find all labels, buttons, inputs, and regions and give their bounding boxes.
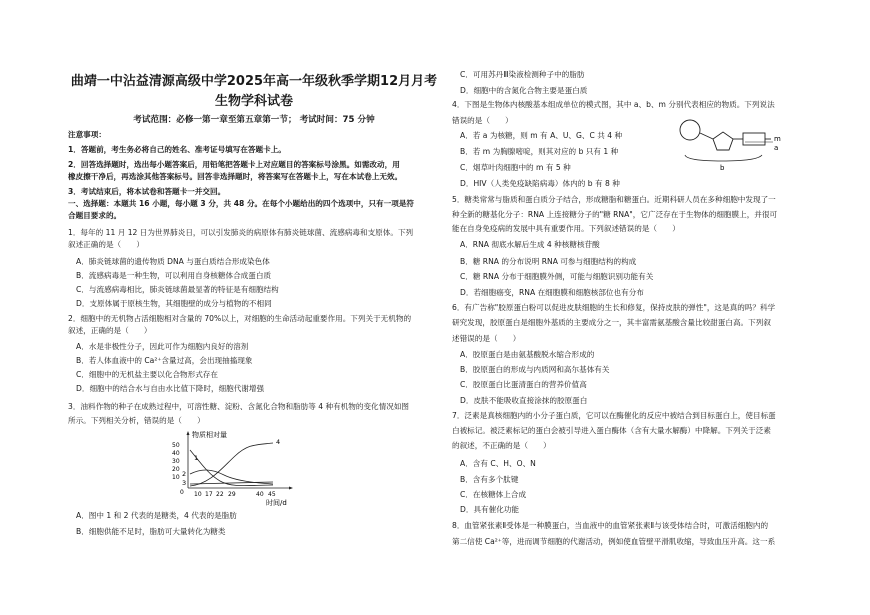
note-item: 橡皮擦干净后，再选涂其他答案标号。回答非选择题时，将答案写在答题卡上，写在本试卷上无效。 — [68, 172, 403, 181]
question-stem: 7．泛素是真核细胞内的小分子蛋白质，它可以在酶催化的反应中被结合到目标蛋白上，使目标蛋 — [452, 411, 776, 420]
x-tick-label: 29 — [228, 491, 236, 498]
label-a: a — [774, 144, 779, 152]
question-stem: 8．血管紧张素Ⅱ受体是一种膜蛋白，当血液中的血管紧张素Ⅱ与该受体结合时，可激活细胞内的 — [452, 521, 769, 530]
question-stem: 叙述正确的是（ ） — [68, 240, 144, 249]
option-b: B．胶原蛋白的形成与内质网和高尔基体有关 — [460, 365, 610, 374]
note-item: 3．考试结束后，将本试卷和答题卡一并交回。 — [68, 187, 226, 196]
note-item: 1．答题前，考生务必将自己的姓名、准考证号填写在答题卡上。 — [68, 145, 286, 154]
nucleotide-diagram — [677, 117, 787, 172]
x-tick-label: 22 — [216, 491, 224, 498]
question-stem: 5．糖类常常与脂质和蛋白质分子结合，形成糖脂和糖蛋白。近期科研人员在多种细胞中发现了一 — [452, 195, 776, 204]
y-axis-arrow — [187, 431, 190, 435]
option-b: B．流感病毒是一种生物，可以利用自身核糖体合成蛋白质 — [76, 271, 272, 280]
right-column — [452, 0, 824, 615]
option-b: B．若人体血液中的 Ca²⁺含量过高，会出现抽搐现象 — [76, 356, 253, 365]
q3-chart — [170, 428, 300, 506]
exam-scope: 考试范围：必修一第一章至第五章第一节； 考试时间：75 分钟 — [133, 115, 375, 125]
option-d: D．HIV（人类免疫缺陷病毒）体内的 b 有 8 种 — [460, 179, 620, 188]
curve-4 — [190, 443, 273, 486]
curve-2 — [190, 470, 273, 484]
question-stem: 叙述，正确的是（ ） — [68, 326, 152, 335]
phosphate-circle — [680, 120, 700, 140]
brace-b — [685, 155, 762, 161]
curve-1 — [190, 450, 273, 486]
curve-label: 2 — [182, 470, 187, 478]
question-stem: 4．下图是生物体内核酸基本组成单位的模式图，其中 a、b、m 分别代表相应的物质。下列说法 — [452, 100, 775, 109]
left-column — [68, 0, 440, 615]
question-stem: 第二信使 Ca²⁺等，进而调节细胞的代谢活动，例如使血管壁平滑肌收缩，导致血压升高。这一系 — [452, 537, 776, 546]
option-d: D．细胞中的结合水与自由水比值下降时，细胞代谢增强 — [76, 384, 265, 393]
option-a: A．胶原蛋白是由氨基酸脱水缩合形成的 — [460, 350, 595, 359]
x-tick-label: 17 — [205, 491, 213, 498]
x-tick-label: 45 — [268, 491, 276, 498]
x-tick-label: 10 — [194, 491, 202, 498]
question-stem: 错误的是（ ） — [452, 116, 513, 125]
question-stem: 研究发现，胶原蛋白是细胞外基质的主要成分之一，其丰富需氨基酸含量比较甜蛋白高。下列叙 — [452, 318, 771, 327]
curve-label: 4 — [276, 438, 281, 446]
option-d: D．具有催化功能 — [460, 505, 520, 514]
option-a: A．RNA 彻底水解后生成 4 种核糖核苷酸 — [460, 240, 600, 249]
option-d: D．皮肤不能吸收直接涂抹的胶原蛋白 — [460, 396, 588, 405]
option-a: A．图中 1 和 2 代表的是糖类，4 代表的是脂肪 — [76, 511, 237, 520]
option-b: B．若 m 为胸腺嘧啶，则其对应的 b 只有 1 种 — [460, 147, 619, 156]
question-stem: 1．每年的 11 月 12 日为世界肺炎日，可以引发肺炎的病原体有肺炎链球菌、流感病毒和支原体。下列 — [68, 228, 414, 237]
exam-subtitle: 生物学科试卷 — [214, 94, 293, 109]
section-heading: 一、选择题：本题共 16 小题，每小题 3 分，共 48 分。在每个小题给出的四个选项中，只有一项是符 — [68, 199, 415, 208]
question-stem: 能在自身免疫病的发展中具有重要作用。下列叙述错误的是（ ） — [452, 224, 680, 233]
option-b: B．细胞供能不足时，脂肪可大量转化为糖类 — [76, 527, 226, 536]
option-c: C．可用苏丹Ⅲ染液检测种子中的脂肪 — [460, 70, 585, 79]
y-tick-label: 40 — [172, 450, 180, 457]
option-c: C．细胞中的无机盐主要以化合物形式存在 — [76, 370, 218, 379]
curve-label: 1 — [194, 454, 199, 462]
y-tick-label: 30 — [172, 458, 180, 465]
question-stem: 所示。下列相关分析，错误的是（ ） — [68, 416, 205, 425]
notes-heading: 注意事项： — [68, 130, 106, 139]
base-ring — [743, 133, 765, 145]
option-a: A．若 a 为核糖，则 m 有 A、U、G、C 共 4 种 — [460, 131, 623, 140]
note-item: 2．回答选择题时，选出每小题答案后，用铅笔把答题卡上对应题目的答案标号涂黑。如需改动，用 — [68, 160, 400, 169]
pentose-sugar — [713, 132, 733, 150]
option-a: A．肺炎链球菌的遗传物质 DNA 与蛋白质结合形成染色体 — [76, 257, 270, 266]
question-stem: 6．有广告称"胶原蛋白粉可以促进皮肤细胞的生长和修复，保持皮肤的弹性"，这是真的吗？科学 — [452, 303, 776, 312]
exam-title: 曲靖一中沾益清源高级中学2025年高一年级秋季学期12月月考 — [70, 74, 438, 89]
option-c: C．与流感病毒相比，肺炎链球菌最显著的特征是有细胞结构 — [76, 285, 279, 294]
option-b: B．含有多个肽键 — [460, 475, 519, 484]
y-axis-label: 物质相对量 — [192, 431, 227, 439]
section-heading-cont: 合题目要求的。 — [68, 211, 122, 220]
option-a: A．水是非极性分子，因此可作为细胞内良好的溶剂 — [76, 342, 249, 351]
y-tick-label: 20 — [172, 466, 180, 473]
question-stem: 的叙述，不正确的是（ ） — [452, 441, 551, 450]
x-axis-arrow — [289, 487, 293, 490]
question-stem: 白被标记。被泛素标记的蛋白会被引导进入蛋白酶体（含有大量水解酶）中降解。下列关于泛素 — [452, 426, 771, 435]
option-c: C．在核糖体上合成 — [460, 490, 527, 499]
y-tick-label: 10 — [172, 474, 180, 481]
option-a: A．含有 C、H、O、N — [460, 459, 536, 468]
y-tick-label: 0 — [180, 489, 184, 496]
x-axis-label: 时间/d — [266, 499, 287, 506]
question-stem: 种全新的糖基化分子：RNA 上连接糖分子的"糖 RNA"，它广泛存在于生物体的细胞膜上，并很可 — [452, 210, 778, 219]
label-m: m — [774, 135, 781, 143]
question-stem: 2．细胞中的无机物占活细胞相对含量的 70%以上，对细胞的生命活动起重要作用。下列关于无机物的 — [68, 314, 412, 323]
bond-line — [700, 133, 713, 139]
y-tick-label: 50 — [172, 442, 180, 449]
option-d: D．支原体属于原核生物，其细胞壁的成分与植物的不相同 — [76, 299, 272, 308]
curve-label: 3 — [182, 479, 187, 487]
label-b: b — [720, 164, 725, 172]
option-d: D．细胞中的含氮化合物主要是蛋白质 — [460, 86, 588, 95]
question-stem: 述错误的是（ ） — [452, 334, 521, 343]
option-d: D．若细胞癌变，RNA 在细胞膜和细胞核部位也有分布 — [460, 288, 644, 297]
option-b: B．糖 RNA 的分布说明 RNA 可参与细胞结构的构成 — [460, 257, 637, 266]
option-c: C．胶原蛋白比蛋清蛋白的营养价值高 — [460, 380, 587, 389]
x-tick-label: 40 — [256, 491, 264, 498]
option-c: C．糖 RNA 分布于细胞膜外侧，可能与细胞识别功能有关 — [460, 272, 654, 281]
option-c: C．烟草叶肉细胞中的 m 有 5 种 — [460, 163, 571, 172]
question-stem: 3．油料作物的种子在成熟过程中，可溶性糖、淀粉、含氮化合物和脂肪等 4 种有机物的变化情况如图 — [68, 402, 410, 411]
